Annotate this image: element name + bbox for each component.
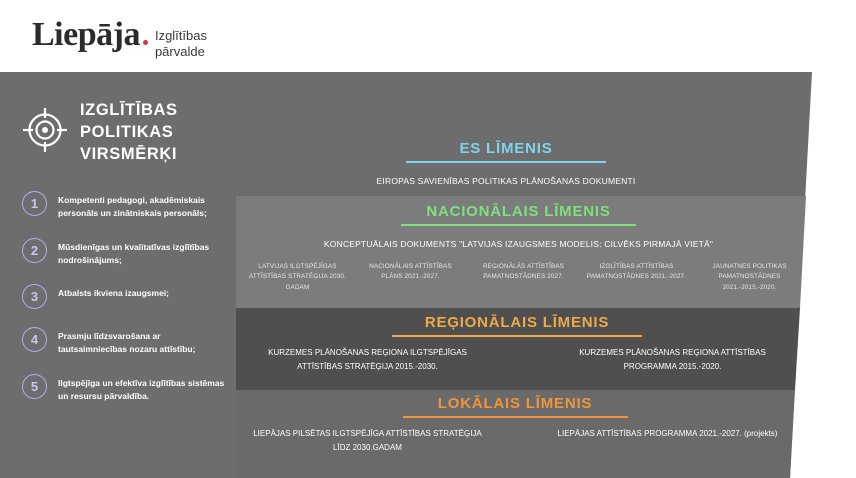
goal-text: Mūsdienīgas un kvalitatīvas izglītības nodrošinājums; bbox=[58, 241, 210, 265]
logo-wordmark: Liepāja bbox=[32, 16, 140, 53]
goal-list bbox=[22, 191, 247, 402]
logo-subtitle-line1: Izglītības bbox=[154, 28, 207, 43]
goal-text: Atbalsts ikviena izaugsmei; bbox=[58, 288, 170, 299]
list-item: IZGLĪTĪBAS ATTĪSTĪBAS PAMATNOSTĀDNES 2021.-2027. bbox=[586, 263, 687, 281]
policy-header bbox=[22, 100, 247, 165]
list-item bbox=[22, 191, 247, 220]
eu-level-section bbox=[296, 140, 716, 186]
list-item bbox=[22, 327, 247, 356]
website-url: www.liepaja.lv bbox=[844, 310, 856, 391]
eu-level-divider bbox=[406, 161, 606, 163]
list-item: LIEPĀJAS PILSĒTAS ILGTSPĒJĪGA ATTĪSTĪBAS STRATĒĢIJA LĪDZ 2030.GADAM bbox=[253, 429, 482, 452]
regional-level-title: REĢIONĀLAIS LĪMENIS bbox=[424, 314, 610, 331]
list-item bbox=[22, 374, 247, 403]
goal-text: Prasmju līdzsvarošana ar tautsaimniecības nozaru attīstību; bbox=[58, 331, 196, 355]
list-item: REĢIONĀLĀS ATTĪSTĪBAS PAMATNOSTĀDNES 2027. bbox=[482, 263, 565, 281]
list-item: KURZEMES PLĀNOŠANAS REĢIONA ATTĪSTĪBAS PROGRAMMA 2015.-2020. bbox=[579, 348, 766, 371]
page-title-line1: IZGLĪTĪBAS POLITIKAS bbox=[80, 101, 178, 141]
list-item bbox=[22, 238, 247, 267]
national-document-list bbox=[246, 262, 801, 293]
goal-number-badge: 5 bbox=[22, 374, 47, 399]
logo-dot-icon bbox=[143, 40, 148, 45]
local-level-divider bbox=[403, 416, 628, 418]
goal-number-badge: 1 bbox=[22, 191, 47, 216]
page-title bbox=[80, 100, 247, 165]
goal-number-badge: 4 bbox=[22, 327, 47, 352]
local-document-list bbox=[250, 427, 785, 454]
regional-document-list bbox=[250, 346, 790, 373]
logo-subtitle bbox=[155, 28, 207, 61]
logo-subtitle-line2: pārvalde bbox=[154, 44, 205, 60]
list-item: KURZEMES PLĀNOŠANAS REĢIONA ILGTSPĒJĪGAS ATTĪSTĪBAS STRATĒĢIJA 2015.-2030. bbox=[268, 348, 467, 371]
regional-level-section bbox=[246, 314, 788, 337]
goal-number-badge: 3 bbox=[22, 284, 47, 309]
policy-goals-panel bbox=[22, 100, 247, 420]
national-level-title: NACIONĀLAIS LĪMENIS bbox=[426, 203, 611, 220]
national-level-description: KONCEPTUĀLAIS DOKUMENTS "LATVIJAS IZAUGSMES MODELIS: CILVĒKS PIRMAJĀ VIETĀ" bbox=[323, 239, 714, 249]
goal-text: Ilgtspējīga un efektīva izglītības sistēmas un resursu pārvaldība. bbox=[58, 377, 225, 401]
regional-level-divider bbox=[392, 335, 642, 337]
list-item: NACIONĀLAIS ATTĪSTĪBAS PLĀNS 2021.-2027. bbox=[369, 263, 452, 281]
goal-number-badge: 2 bbox=[22, 238, 47, 263]
organization-logo bbox=[32, 18, 207, 61]
national-level-section bbox=[246, 203, 791, 249]
list-item: LATVIJAS ILGTSPĒJĪGAS ATTĪSTĪBAS STRATĒĢIJA 2030. GADAM bbox=[249, 263, 346, 291]
eu-level-title: ES LĪMENIS bbox=[459, 140, 553, 157]
target-icon bbox=[22, 107, 68, 158]
local-level-section bbox=[246, 395, 784, 418]
goal-text: Kompetenti pedagogi, akadēmiskais personāls un zinātniskais personāls; bbox=[58, 195, 207, 219]
eu-level-description: EIROPAS SAVIENĪBAS POLITIKAS PLĀNOŠANAS DOKUMENTI bbox=[376, 176, 636, 186]
page-title-line2: VIRSMĒRĶI bbox=[80, 144, 178, 163]
list-item: JAUNATNES POLITIKAS PAMATNOSTĀDNES 2021.-2015.-2020. bbox=[712, 263, 787, 291]
list-item bbox=[22, 284, 247, 309]
local-level-title: LOKĀLAIS LĪMENIS bbox=[437, 395, 593, 412]
list-item: LIEPĀJAS ATTĪSTĪBAS PROGRAMMA 2021.-2027. (projekts) bbox=[557, 429, 778, 438]
national-level-divider bbox=[401, 224, 636, 226]
